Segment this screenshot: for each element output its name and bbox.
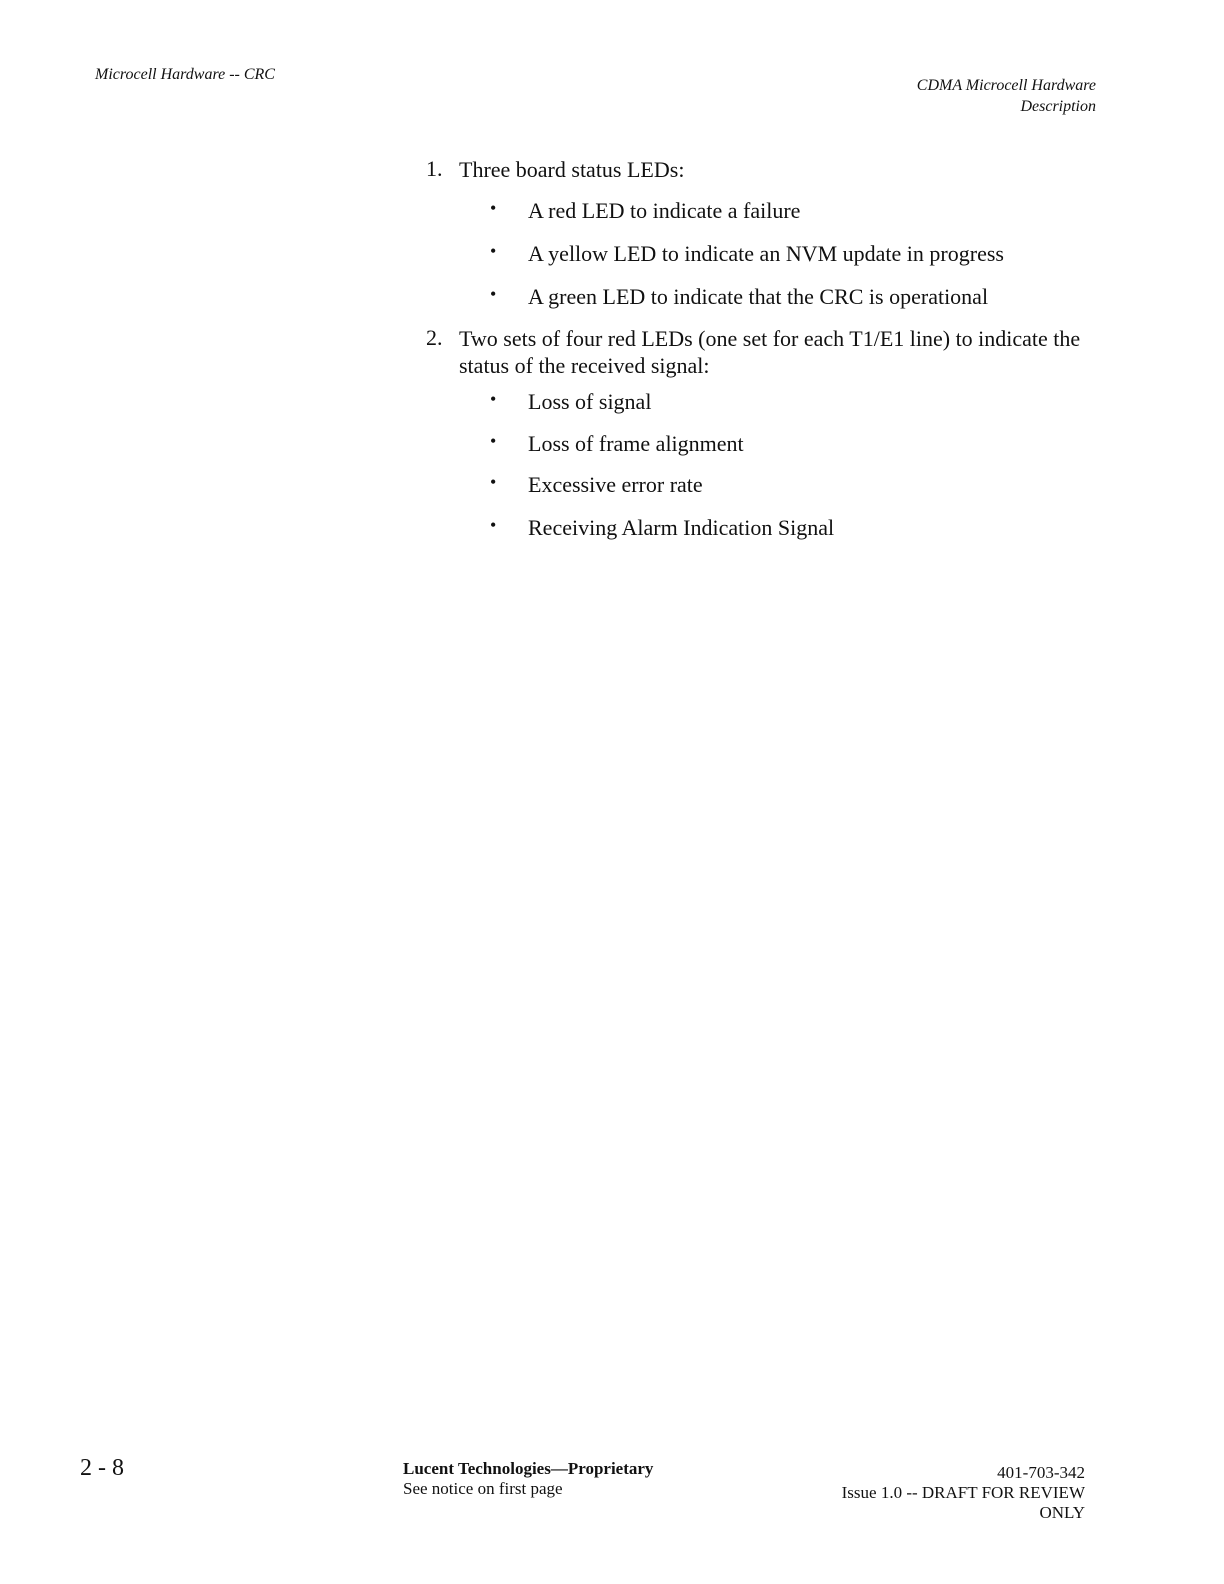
list-item-text: Two sets of four red LEDs (one set for each T1/E1 line) to indicate the status of the received signal:: [459, 326, 1081, 378]
footer-issue-line-1: Issue 1.0 -- DRAFT FOR REVIEW: [841, 1483, 1085, 1502]
list-item-number: 2.: [426, 325, 443, 350]
running-header-right: [917, 75, 1096, 117]
footer-company: Lucent Technologies—Proprietary: [403, 1459, 654, 1478]
header-right-line-1: CDMA Microcell Hardware: [916, 77, 1096, 94]
page-number: 2 - 8: [80, 1455, 124, 1481]
header-right-line-2: Description: [1020, 98, 1096, 115]
running-header-left: Microcell Hardware -- CRC: [95, 66, 275, 83]
bullet-text: Excessive error rate: [528, 472, 703, 497]
footer-issue-line-2: ONLY: [1039, 1503, 1085, 1522]
bullet-text: Loss of signal: [528, 389, 652, 414]
bullet-text: Receiving Alarm Indication Signal: [528, 515, 835, 540]
bullet-icon: •: [490, 515, 497, 535]
bullet-text: A green LED to indicate that the CRC is operational: [528, 284, 989, 309]
bullet-text: Loss of frame alignment: [528, 431, 744, 456]
list-item-text: Three board status LEDs:: [459, 157, 685, 182]
bullet-text: A yellow LED to indicate an NVM update in progress: [528, 241, 1004, 266]
bullet-icon: •: [490, 431, 497, 451]
footer-doc-number: 401-703-342: [997, 1463, 1085, 1482]
footer-notice: See notice on first page: [403, 1479, 563, 1498]
bullet-icon: •: [490, 284, 497, 304]
bullet-icon: •: [490, 198, 497, 218]
bullet-icon: •: [490, 241, 497, 261]
bullet-icon: •: [490, 472, 497, 492]
footer-center: [403, 1459, 653, 1499]
bullet-text: A red LED to indicate a failure: [528, 198, 801, 223]
footer-right: [842, 1463, 1085, 1523]
bullet-icon: •: [490, 389, 497, 409]
list-item-number: 1.: [426, 156, 443, 181]
